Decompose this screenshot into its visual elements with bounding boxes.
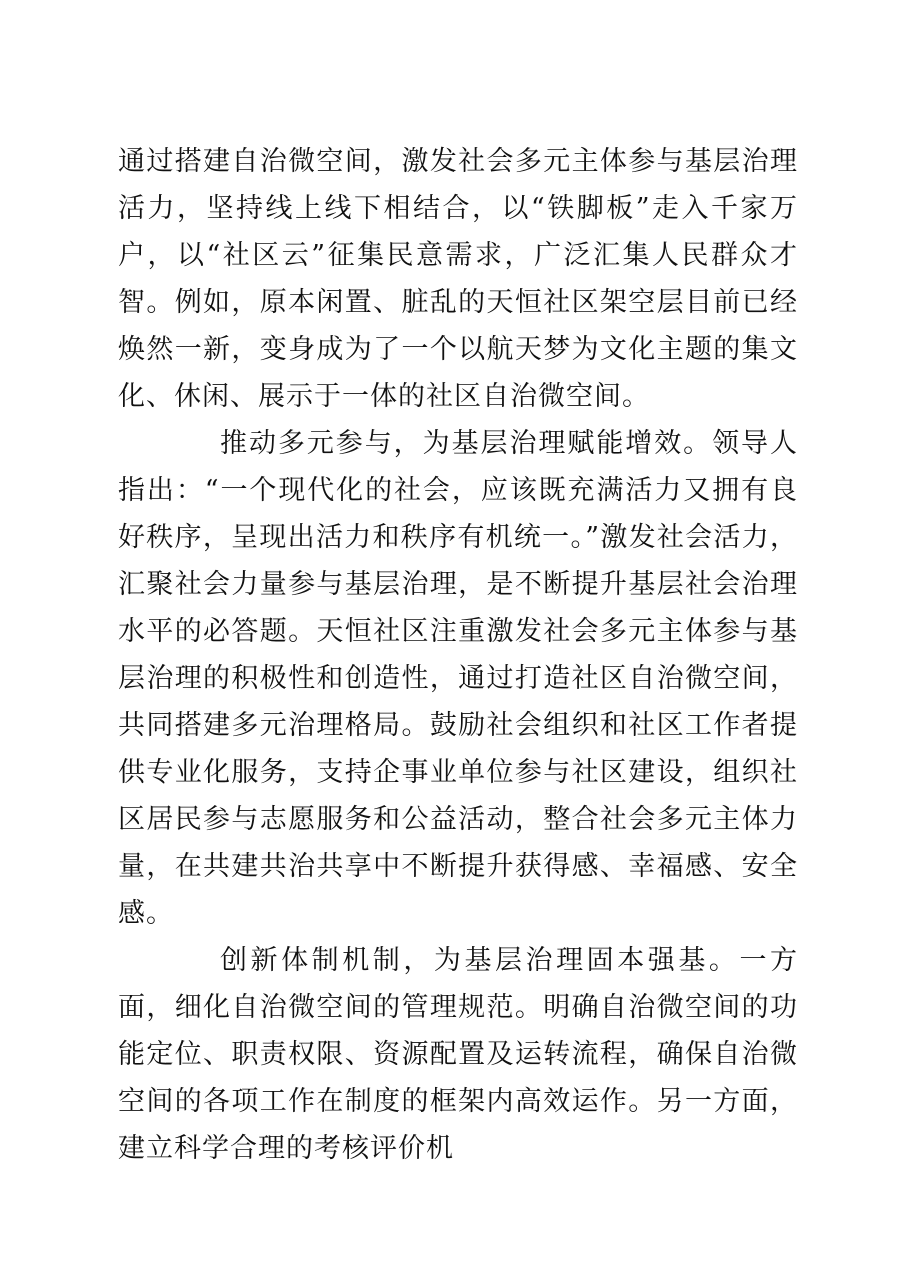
paragraph-3: 创新体制机制，为基层治理固本强基。一方面，细化自治微空间的管理规范。明确自治微空间的功能定位、职责权限、资源配置及运转流程，确保自治微空间的各项工作在制度的框架内高效运作。另一方面，建立科学合理的考核评价机 [118,945,798,1164]
document-body [118,138,798,1172]
paragraph-1: 通过搭建自治微空间，激发社会多元主体参与基层治理活力，坚持线上线下相结合，以“铁脚板”走入千家万户，以“社区云”征集民意需求，广泛汇集人民群众才智。例如，原本闲置、脏乱的天恒社区架空层目前已经焕然一新，变身成为了一个以航天梦为文化主题的集文化、休闲、展示于一体的社区自治微空间。 [118,146,798,412]
paragraph-2: 推动多元参与，为基层治理赋能增效。领导人指出：“一个现代化的社会，应该既充满活力又拥有良好秩序，呈现出活力和秩序有机统一。”激发社会活力，汇聚社会力量参与基层治理，是不断提升基层社会治理水平的必答题。天恒社区注重激发社会多元主体参与基层治理的积极性和创造性，通过打造社区自治微空间，共同搭建多元治理格局。鼓励社会组织和社区工作者提供专业化服务，支持企事业单位参与社区建设，组织社区居民参与志愿服务和公益活动，整合社会多元主体力量，在共建共治共享中不断提升获得感、幸福感、安全感。 [118,428,798,929]
